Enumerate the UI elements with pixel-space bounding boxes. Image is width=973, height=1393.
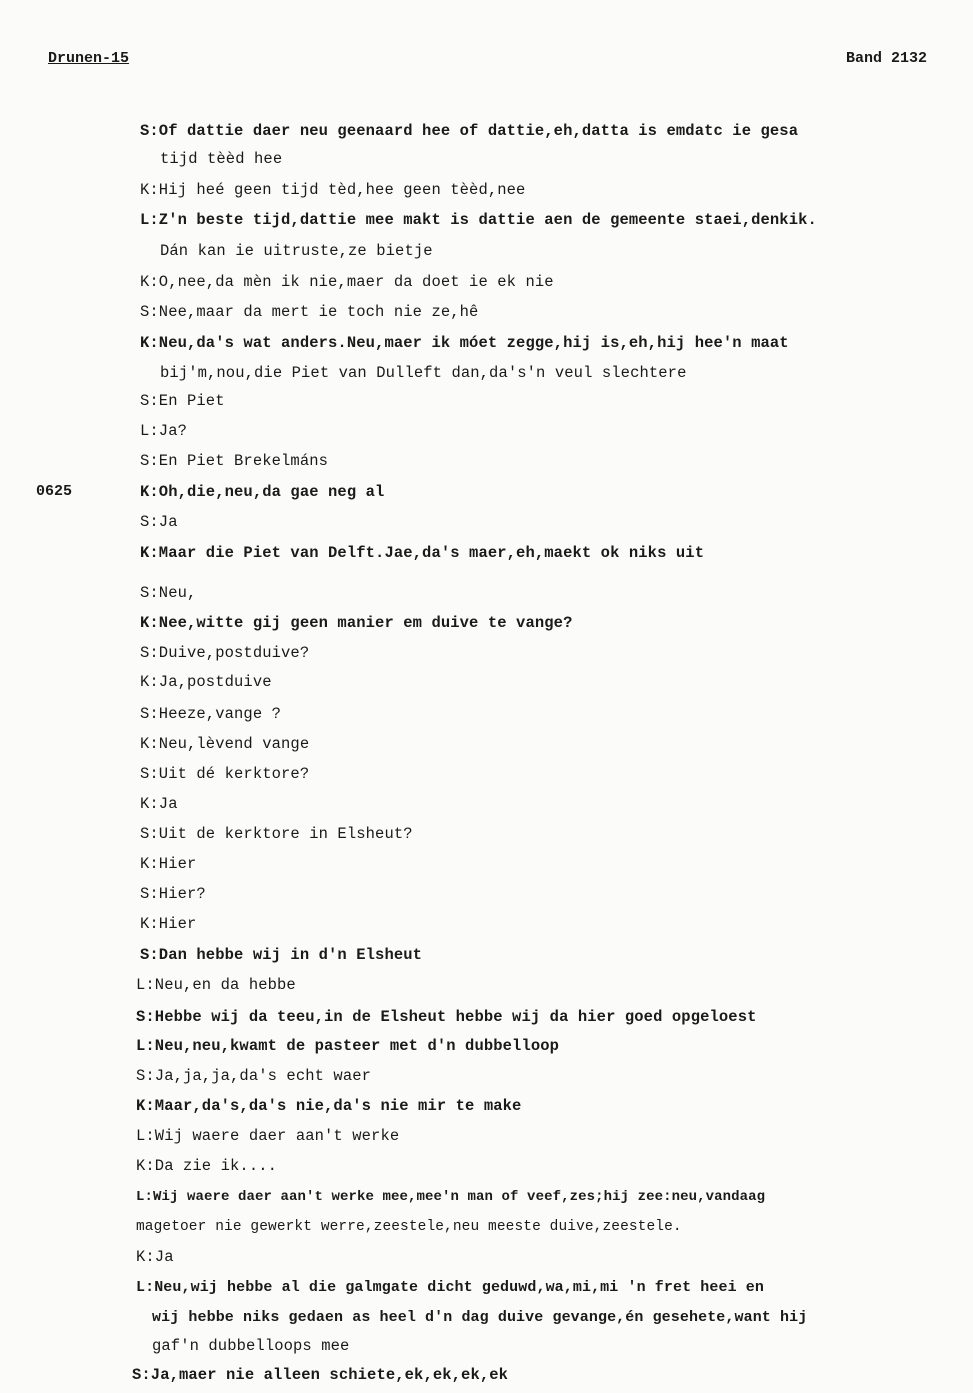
- transcript-line: K:Oh,die,neu,da gae neg al: [140, 483, 385, 501]
- transcript-line: S:Duive,postduive?: [140, 644, 310, 662]
- transcript-line: S:Ja,ja,ja,da's echt waer: [136, 1067, 372, 1085]
- transcript-line: S:En Piet: [140, 392, 225, 410]
- transcript-line: K:Ja: [140, 795, 178, 813]
- transcript-line: K:Da zie ik....: [136, 1157, 278, 1175]
- transcript-line: K:Hier: [140, 915, 197, 933]
- header-right: Band 2132: [845, 50, 927, 67]
- transcript-line: L:Wij waere daer aan't werke: [136, 1127, 400, 1145]
- transcript-line: L:Ja?: [140, 422, 188, 440]
- transcript-line: S:Uit dé kerktore?: [140, 765, 310, 783]
- transcript-line: S:Hebbe wij da teeu,in de Elsheut hebbe wij da hier goed opgeloest: [136, 1008, 757, 1026]
- transcript-line: gaf'n dubbelloops mee: [152, 1337, 350, 1355]
- transcript-line: S:Heeze,vange ?: [140, 705, 282, 723]
- transcript-line: S:Dan hebbe wij in d'n Elsheut: [140, 946, 423, 964]
- transcript-line: L:Wij waere daer aan't werke mee,mee'n man of veef,zes;hij zee:neu,vandaag: [136, 1189, 766, 1205]
- transcript-line: S:Ja,maer nie alleen schiete,ek,ek,ek,ek: [132, 1366, 509, 1384]
- transcript-line: K:Maar die Piet van Delft.Jae,da's maer,eh,maekt ok niks uit: [140, 544, 705, 562]
- transcript-line: tijd tèèd hee: [160, 150, 283, 168]
- margin-note: 0625: [36, 483, 73, 500]
- header-left: Drunen-15: [48, 50, 130, 67]
- transcript-line: L:Z'n beste tijd,dattie mee makt is dattie aen de gemeente staei,denkik.: [140, 211, 817, 229]
- transcript-line: K:Ja: [136, 1248, 174, 1266]
- transcript-line: K:Nee,witte gij geen manier em duive te vange?: [140, 614, 573, 632]
- transcript-line: L:Neu,en da hebbe: [136, 976, 296, 994]
- transcript-line: K:Maar,da's,da's nie,da's nie mir te make: [136, 1097, 522, 1115]
- transcript-line: K:O,nee,da mèn ik nie,maer da doet ie ek nie: [140, 273, 554, 291]
- transcript-line: K:Hij heé geen tijd tèd,hee geen tèèd,nee: [140, 181, 526, 199]
- transcript-line: K:Hier: [140, 855, 197, 873]
- transcript-line: magetoer nie gewerkt werre,zeestele,neu meeste duive,zeestele.: [136, 1219, 682, 1235]
- transcript-line: L:Neu,wij hebbe al die galmgate dicht geduwd,wa,mi,mi 'n fret heei en: [136, 1279, 765, 1296]
- transcript-line: S:Hier?: [140, 885, 206, 903]
- transcript-line: bij'm,nou,die Piet van Dulleft dan,da's'n veul slechtere: [160, 364, 687, 382]
- transcript-line: K:Ja,postduive: [140, 673, 272, 691]
- transcript-line: wij hebbe niks gedaen as heel d'n dag duive gevange,én gesehete,want hij: [152, 1309, 808, 1326]
- transcript-line: S:Of dattie daer neu geenaard hee of dattie,eh,datta is emdatc ie gesa: [140, 122, 799, 140]
- transcript-line: L:Neu,neu,kwamt de pasteer met d'n dubbelloop: [136, 1037, 560, 1055]
- transcript-line: S:En Piet Brekelmáns: [140, 452, 329, 470]
- transcript-line: K:Neu,lèvend vange: [140, 735, 310, 753]
- transcript-line: S:Nee,maar da mert ie toch nie ze,hê: [140, 303, 479, 321]
- transcript-line: S:Ja: [140, 513, 178, 531]
- transcript-line: S:Uit de kerktore in Elsheut?: [140, 825, 413, 843]
- transcript-line: Dán kan ie uitruste,ze bietje: [160, 242, 433, 260]
- transcript-line: S:Neu,: [140, 584, 197, 602]
- transcript-line: K:Neu,da's wat anders.Neu,maer ik móet zegge,hij is,eh,hij hee'n maat: [140, 334, 789, 352]
